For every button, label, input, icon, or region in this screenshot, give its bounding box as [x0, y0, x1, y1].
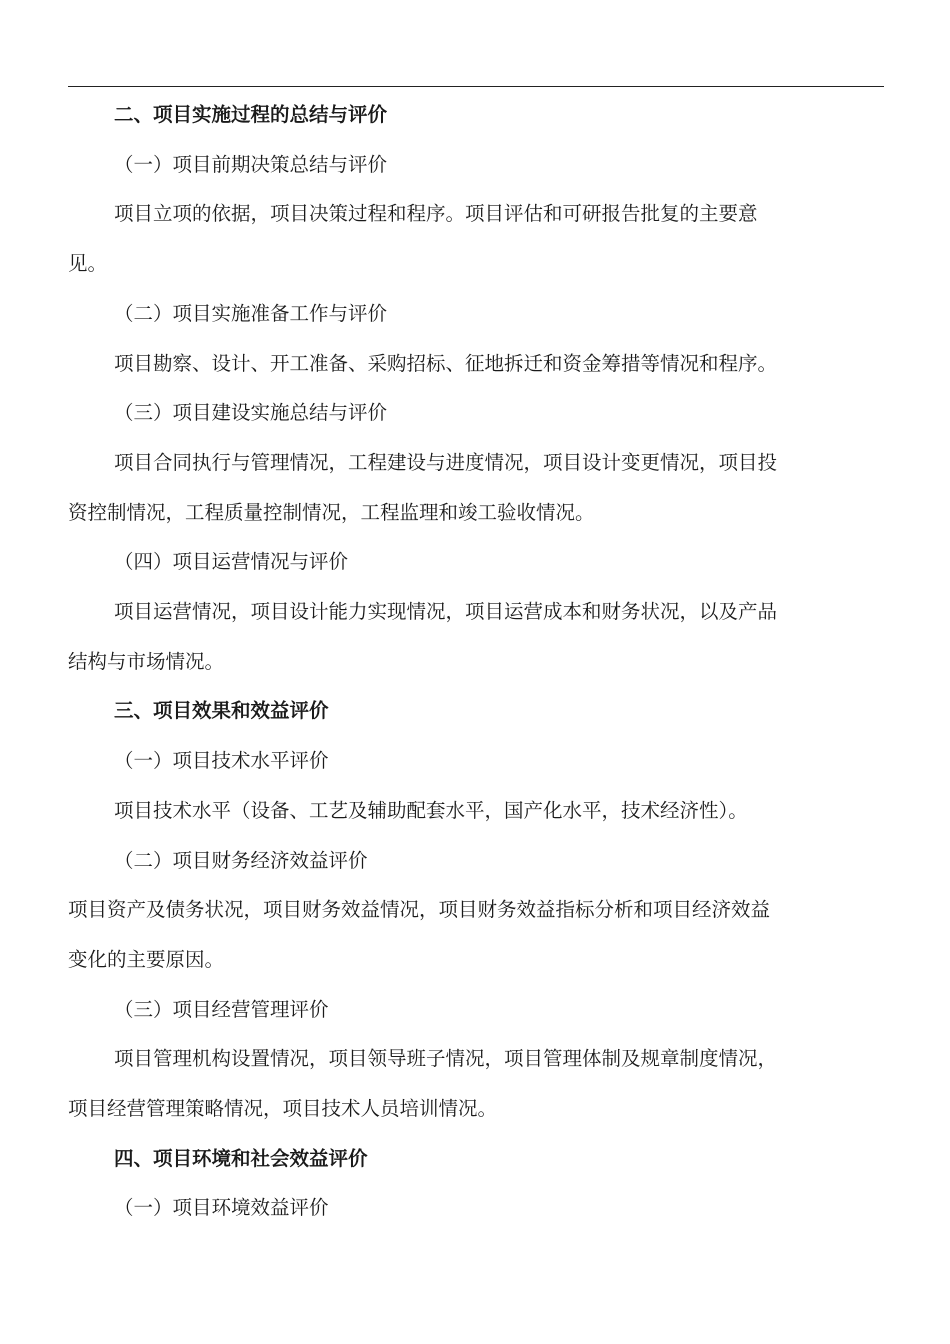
paragraph-3-3-line-1: 项目管理机构设置情况，项目领导班子情况，项目管理体制及规章制度情况， — [114, 1047, 778, 1071]
paragraph-3-2-line-1: 项目资产及债务状况，项目财务效益情况，项目财务效益指标分析和项目经济效益 — [68, 898, 771, 922]
paragraph-3-3-line-2: 项目经营管理策略情况，项目技术人员培训情况。 — [68, 1097, 498, 1120]
paragraph-2-1-line-2: 见。 — [68, 252, 108, 276]
paragraph-2-3-line-1: 项目合同执行与管理情况，工程建设与进度情况，项目设计变更情况，项目投 — [114, 450, 778, 474]
paragraph-2-1-line-1: 项目立项的依据，项目决策过程和程序。项目评估和可研报告批复的主要意 — [114, 202, 758, 226]
section-heading-4: 四、项目环境和社会效益评价 — [114, 1146, 368, 1170]
section-heading-3: 三、项目效果和效益评价 — [114, 699, 329, 723]
paragraph-2-2: 项目勘察、设计、开工准备、采购招标、征地拆迁和资金筹措等情况和程序。 — [114, 351, 778, 375]
subheading-3-2: （二）项目财务经济效益评价 — [114, 848, 368, 872]
subheading-2-1: （一）项目前期决策总结与评价 — [114, 152, 388, 176]
subheading-4-1: （一）项目环境效益评价 — [114, 1196, 329, 1220]
section-heading-2: 二、项目实施过程的总结与评价 — [114, 103, 388, 126]
header-rule — [68, 86, 884, 87]
paragraph-2-4-line-2: 结构与市场情况。 — [68, 649, 225, 673]
subheading-3-1: （一）项目技术水平评价 — [114, 749, 329, 773]
paragraph-2-3-line-2: 资控制情况，工程质量控制情况，工程监理和竣工验收情况。 — [68, 500, 595, 524]
paragraph-2-4-line-1: 项目运营情况，项目设计能力实现情况，项目运营成本和财务状况，以及产品 — [114, 600, 778, 623]
paragraph-3-2-line-2: 变化的主要原因。 — [68, 947, 225, 971]
paragraph-3-1: 项目技术水平（设备、工艺及辅助配套水平，国产化水平，技术经济性）。 — [114, 798, 748, 822]
subheading-3-3: （三）项目经营管理评价 — [114, 997, 329, 1021]
subheading-2-3: （三）项目建设实施总结与评价 — [114, 401, 388, 425]
subheading-2-2: （二）项目实施准备工作与评价 — [114, 301, 388, 325]
subheading-2-4: （四）项目运营情况与评价 — [114, 550, 349, 574]
